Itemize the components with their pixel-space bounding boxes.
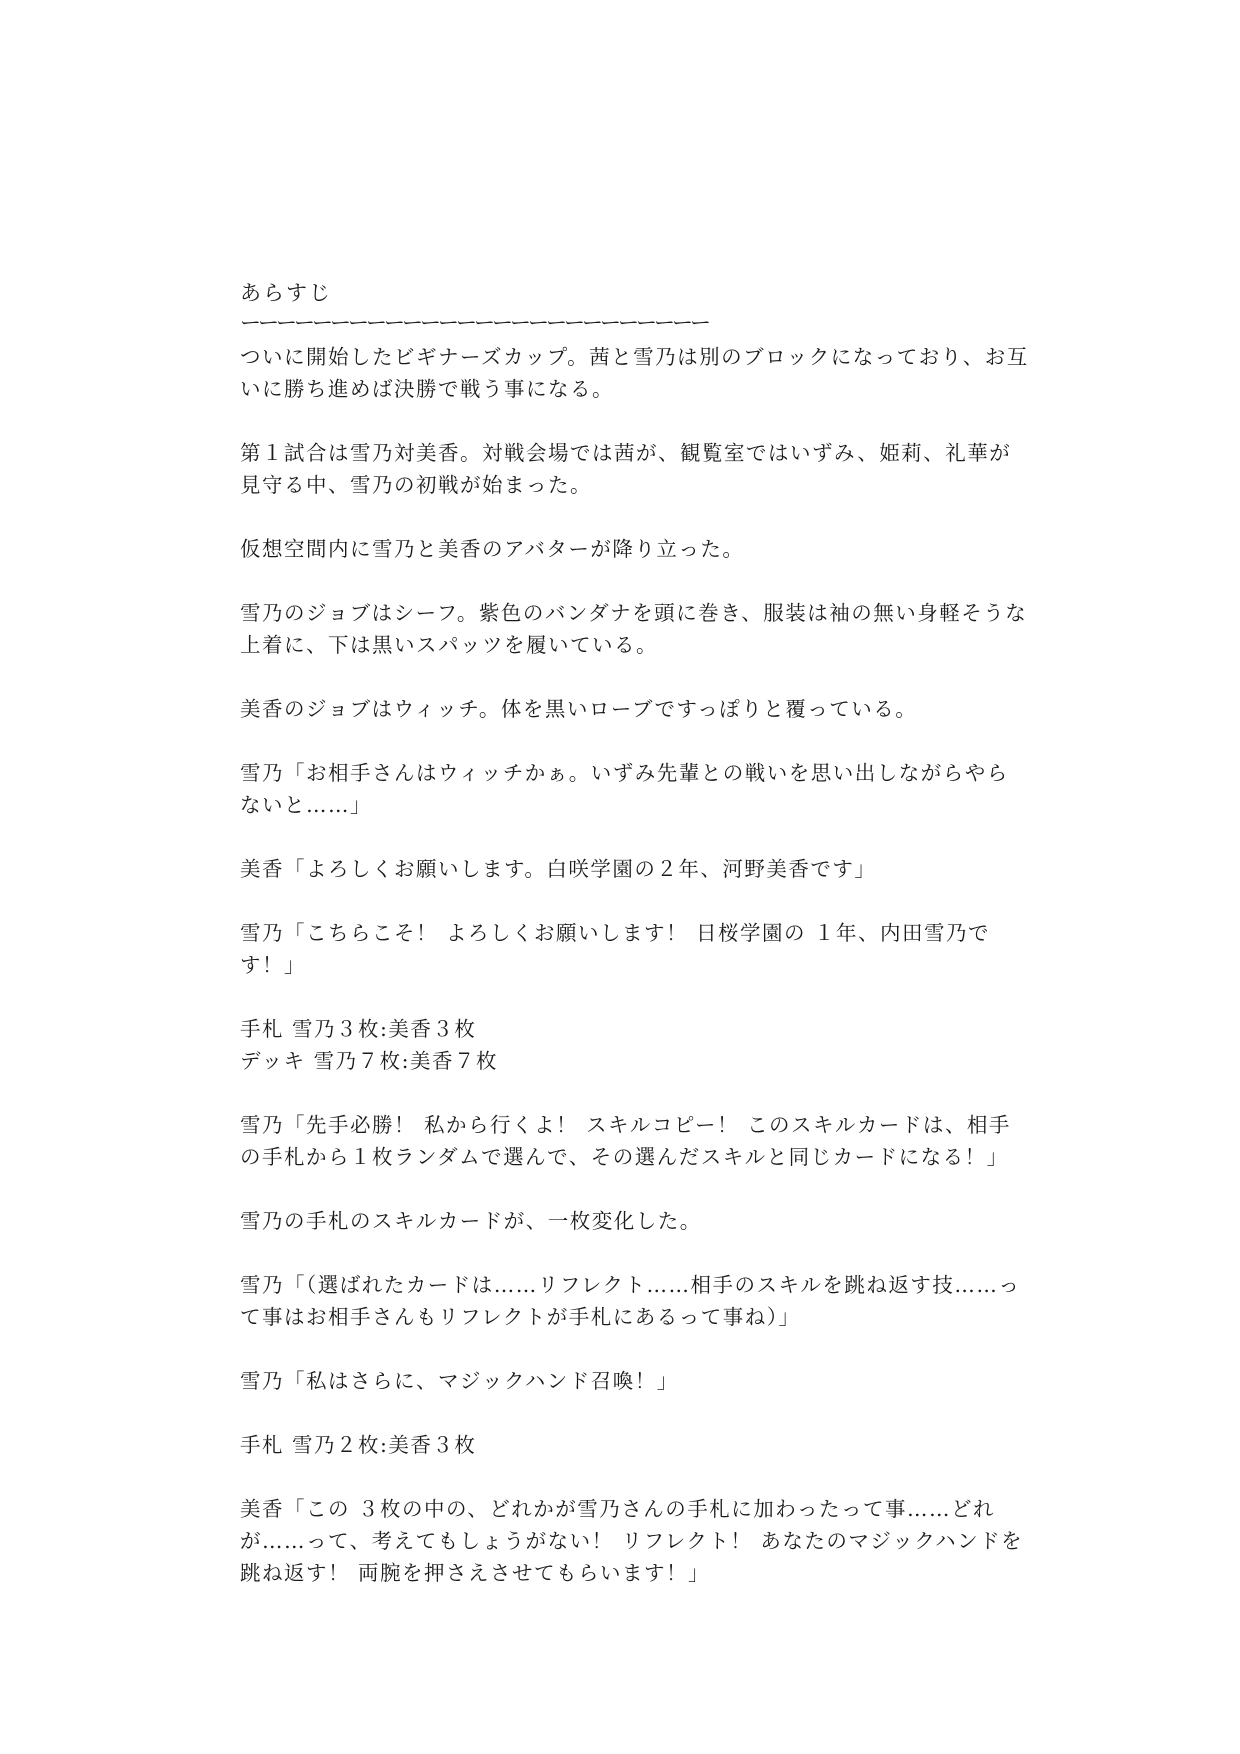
paragraph: 美香のジョブはウィッチ。体を黒いローブですっぽりと覆っている。: [240, 697, 918, 721]
dialogue-line: 雪乃「こちらこそ！ よろしくお願いします！ 日桜学園の １年、内田雪乃です！」: [240, 921, 991, 977]
dialogue-line: 雪乃「お相手さんはウィッチかぁ。いずみ先輩との戦いを思い出しながらやらないと……」: [240, 761, 1009, 817]
hand-count-line: 手札 雪乃３枚:美香３枚: [240, 1017, 477, 1041]
hand-count-line: 手札 雪乃２枚:美香３枚: [240, 1433, 477, 1457]
dialogue-line: 雪乃「先手必勝！ 私から行くよ！ スキルコピー！ このスキルカードは、相手の手札から１枚ランダムで選んで、その選んだスキルと同じカードになる！」: [240, 1113, 1011, 1169]
paragraph: 雪乃の手札のスキルカードが、一枚変化した。: [240, 1209, 702, 1233]
document-page: [240, 277, 1030, 1621]
paragraph: 第１試合は雪乃対美香。対戦会場では茜が、観覧室ではいずみ、姫莉、礼華が見守る中、雪乃の初戦が始まった。: [240, 441, 1012, 497]
paragraph: 仮想空間内に雪乃と美香のアバターが降り立った。: [240, 537, 745, 561]
deck-count-line: デッキ 雪乃７枚:美香７枚: [240, 1049, 499, 1073]
dialogue-line: 美香「よろしくお願いします。白咲学園の２年、河野美香です」: [240, 857, 877, 881]
heading-rule: ーーーーーーーーーーーーーーーーーーーーーーーーーー: [240, 311, 708, 335]
dialogue-line: 美香「この ３枚の中の、どれかが雪乃さんの手札に加わったって事……どれが……って、考えてもしょうがない！ リフレクト！ あなたのマジックハンドを跳ね返す！ 両腕を押さえさせてもらいます！」: [240, 1497, 1024, 1585]
paragraph: 雪乃のジョブはシーフ。紫色のバンダナを頭に巻き、服装は袖の無い身軽そうな上着に、下は黒いスパッツを履いている。: [240, 601, 1028, 657]
dialogue-line: 雪乃「（選ばれたカードは……リフレクト……相手のスキルを跳ね返す技……って事はお相手さんもリフレクトが手札にあるって事ね）」: [240, 1273, 1021, 1329]
document-heading: あらすじ: [240, 281, 332, 305]
paragraph: ついに開始したビギナーズカップ。茜と雪乃は別のブロックになっており、お互いに勝ち進めば決勝で戦う事になる。: [240, 345, 1029, 401]
dialogue-line: 雪乃「私はさらに、マジックハンド召喚！」: [240, 1369, 679, 1393]
